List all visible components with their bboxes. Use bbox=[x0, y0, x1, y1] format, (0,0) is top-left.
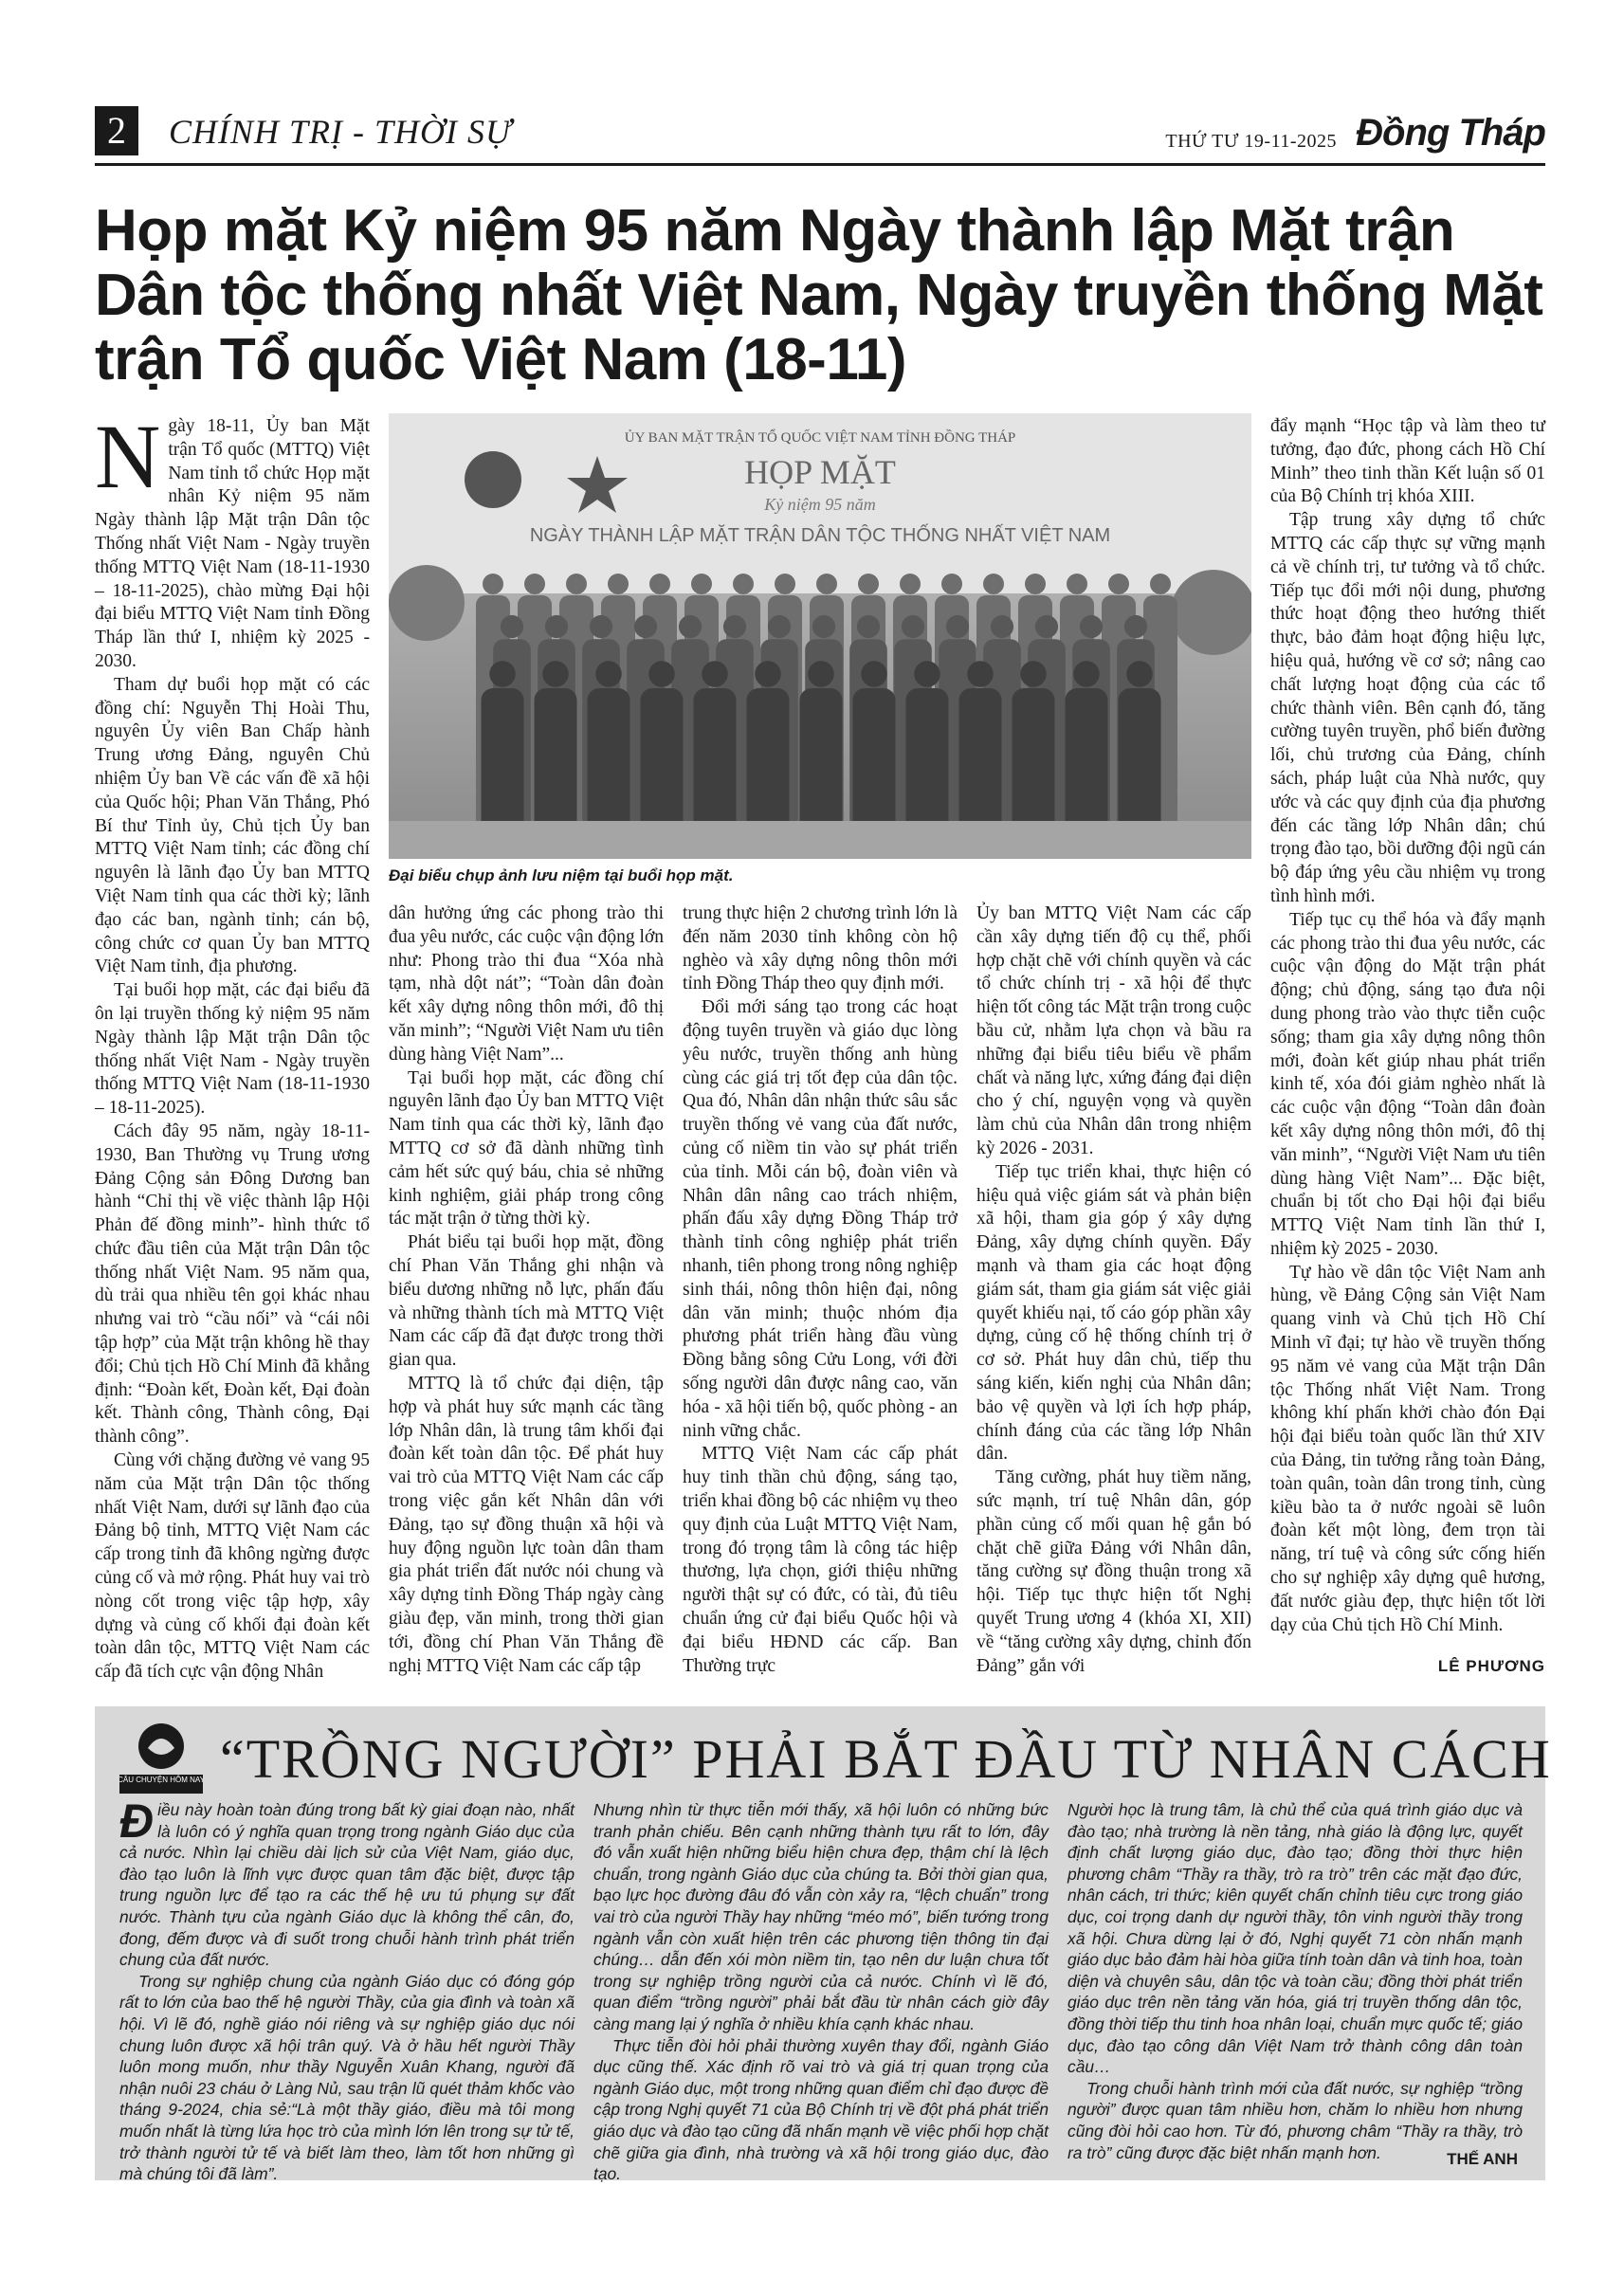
article-byline: LÊ PHƯƠNG bbox=[1437, 1657, 1545, 1675]
person-silhouette bbox=[489, 661, 516, 687]
person-silhouette bbox=[768, 615, 791, 638]
person-silhouette bbox=[590, 615, 612, 638]
feature-column-3 bbox=[1067, 1799, 1523, 2163]
article-paragraph: Tăng cường, phát huy tiềm năng, sức mạnh, trí tuệ Nhân dân, góp phần củng cố mối quan hệ gắn bó chặt chẽ giữa Đảng với Nhân dân, tăng cường sự đồng thuận trong xã hội. Tiếp tục thực hiện tốt Nghị quyết Trung ương 4 (khóa XI, XII) về “tăng cường xây dựng, chỉnh đốn Đảng” gắn với bbox=[976, 1467, 1251, 1676]
article-column-5 bbox=[1270, 415, 1545, 1637]
article-paragraph: dân hưởng ứng các phong trào thi đua yêu nước, các cuộc vận động lớn như: Phong trào thi đua “Xóa nhà tạm, nhà dột nát”; “Toàn dân đoàn kết xây dựng nông thôn mới, đô thị văn minh”; “Người Việt Nam ưu tiên dùng hàng Việt Nam”... bbox=[389, 903, 665, 1065]
person-silhouette bbox=[702, 661, 728, 687]
badge-label: CÂU CHUYỆN HÔM NAY bbox=[119, 1776, 203, 1784]
feature-paragraph: Người học là trung tâm, là chủ thể của quá trình giáo dục và đào tạo; nhà trường là nền tảng, nhà giáo là động lực, quyết định chất lượng giáo dục, đào tạo; đồng thời thực hiện phương châm “Thầy ra thầy, trò ra trò” trên các mặt đạo đức, nhân cách, tri thức; kiên quyết chấn chỉnh tiêu cực trong giáo dục, coi trọng danh dự người thầy, tôn vinh người thầy trong xã hội. Chưa dừng lại ở đó, Nghị quyết 71 còn nhấn mạnh giáo dục bảo đảm hài hòa giữa tính toàn dân và tinh hoa, toàn diện và chuyên sâu, dân tộc và toàn cầu; đồng thời phát triển giáo dục trên nền tảng văn hóa, giá trị truyền thống dân tộc, đồng thời tiếp thu tinh hoa nhân loại, chuẩn mực quốc tế; giáo dục, đào tạo công dân Việt Nam trở thành công dân toàn cầu… bbox=[1067, 1800, 1523, 2077]
person-silhouette bbox=[501, 615, 523, 638]
person-silhouette bbox=[861, 661, 887, 687]
person-silhouette bbox=[991, 615, 1013, 638]
article-paragraph: Cùng với chặng đường vẻ vang 95 năm của Mặt trận Dân tộc thống nhất Việt Nam, dưới sự lãnh đạo của Đảng bộ tỉnh, MTTQ Việt Nam các cấp trong tỉnh đã không ngừng được củng cố và mở rộng. Phát huy vai trò nòng cốt trong việc tập hợp, xây dựng và củng cố khối đại đoàn kết toàn dân tộc, MTTQ Việt Nam các cấp đã tích cực vận động Nhân bbox=[95, 1450, 370, 1683]
person-silhouette bbox=[1020, 661, 1047, 687]
person-silhouette bbox=[524, 574, 545, 594]
person-silhouette bbox=[967, 661, 994, 687]
article-paragraph: Cách đây 95 năm, ngày 18-11-1930, Ban Thường vụ Trung ương Đảng Cộng sản Đông Dương ban hành “Chỉ thị về việc thành lập Hội Phản đế đồng minh”- hình thức tổ chức đầu tiên của Mặt trận Dân tộc thống nhất Việt Nam. 95 năm qua, dù trải qua nhiều tên gọi khác nhau nhưng vai trò “cầu nối” và “cái nôi tập hợp” của Mặt trận không hề thay đổi; Chủ tịch Hồ Chí Minh đã khẳng định: “Đoàn kết, Đoàn kết, Đại đoàn kết. Thành công, Thành công, Đại thành công”. bbox=[95, 1121, 370, 1448]
article-paragraph: Ủy ban MTTQ Việt Nam các cấp cần xây dựng tiến độ cụ thể, phối hợp chặt chẽ với chính quyền và các tổ chức chính trị - xã hội để thực hiện tốt công tác Mặt trận trong cuộc bầu cử, nhằm lựa chọn và bầu ra những đại biểu tiêu biểu về phẩm chất và năng lực, xứng đáng đại diện cho ý chí, nguyện vọng và quyền làm chủ của Nhân dân trong nhiệm kỳ 2026 - 2031. bbox=[976, 903, 1251, 1158]
feature-column-2 bbox=[593, 1799, 1049, 2185]
group-photo-illustration bbox=[389, 413, 1251, 859]
person-silhouette bbox=[755, 661, 781, 687]
person-silhouette bbox=[808, 661, 834, 687]
person-silhouette bbox=[1035, 615, 1058, 638]
person-silhouette bbox=[1150, 574, 1171, 594]
person-silhouette bbox=[723, 615, 746, 638]
feature-paragraph: Trong sự nghiệp chung của ngành Giáo dục có đóng góp rất to lớn của bao thế hệ người Thầy, của gia đình và toàn xã hội. Vì lẽ đó, nghề giáo nói riêng và sự nghiệp giáo dục nói chung luôn được xã hội trân quý. Và ở hầu hết người Thầy luôn mong muốn, như thầy Nguyễn Xuân Khang, người đã nhận nuôi 23 cháu ở Làng Nủ, sau trận lũ quét thảm khốc vào tháng 9-2024, chia sẻ:“Là một thầy giáo, điều mà tôi mong muốn nhất là từng lứa học trò của mình lớn lên trong sự tử tế, trở thành người tử tế và biết làm theo, làm tốt hơn những gì mà chúng tôi đã làm”. bbox=[119, 1971, 575, 2184]
article-paragraph: MTTQ Việt Nam các cấp phát huy tinh thần chủ động, sáng tạo, triển khai đồng bộ các nhiệm vụ theo quy định của Luật MTTQ Việt Nam, trong đó trọng tâm là công tác hiệp thương, lựa chọn, giới thiệu những người thật sự có đức, có tài, đủ tiêu chuẩn ứng cử đại biểu Quốc hội và đại biểu HĐND các cấp. Ban Thường trực bbox=[683, 1444, 958, 1676]
person-silhouette bbox=[857, 615, 880, 638]
drop-cap: N bbox=[95, 406, 161, 507]
feature-byline: THẾ ANH bbox=[1447, 2150, 1518, 2168]
article-paragraph: trung thực hiện 2 chương trình lớn là đến năm 2030 tỉnh không còn hộ nghèo và xây dựng nông thôn mới tỉnh Đồng Tháp theo quy định mới. bbox=[683, 903, 958, 994]
banner-top-text: ỦY BAN MẶT TRẬN TỔ QUỐC VIỆT NAM TỈNH ĐỒNG THÁP bbox=[624, 430, 1016, 446]
person-silhouette bbox=[542, 661, 569, 687]
article-paragraph: Tại buổi họp mặt, các đại biểu đã ôn lại truyền thống kỷ niệm 95 năm Ngày thành lập Mặt trận Dân tộc thống nhất Việt Nam - Ngày truyền thống MTTQ Việt Nam (18-11-1930 – 18-11-2025). bbox=[95, 980, 370, 1119]
article-paragraph: Tham dự buổi họp mặt có các đồng chí: Nguyễn Thị Hoài Thu, nguyên Ủy viên Ban Chấp hành Trung ương Đảng, nguyên Chủ nhiệm Ủy ban Về các vấn đề xã hội của Quốc hội; Phan Văn Thắng, Phó Bí thư Tỉnh ủy, Chủ tịch Ủy ban MTTQ Việt Nam tỉnh; các đồng chí nguyên là lãnh đạo Ủy ban MTTQ Việt Nam tỉnh qua các thời kỳ; lãnh đạo các ban, ngành tỉnh; cán bộ, công chức cơ quan Ủy ban MTTQ Việt Nam tỉnh, địa phương. bbox=[95, 674, 370, 977]
page-header bbox=[95, 106, 1545, 159]
person-silhouette bbox=[545, 615, 568, 638]
person-silhouette bbox=[648, 661, 675, 687]
person-silhouette bbox=[691, 574, 712, 594]
person-silhouette bbox=[858, 574, 879, 594]
person-silhouette bbox=[608, 574, 629, 594]
person-silhouette bbox=[775, 574, 795, 594]
article-paragraph: Tự hào về dân tộc Việt Nam anh hùng, về Đảng Cộng sản Việt Nam quang vinh và Chủ tịch Hồ Chí Minh vĩ đại; tự hào về truyền thống 95 năm vẻ vang của Mặt trận Dân tộc Thống nhất Việt Nam. Trong không khí phấn khởi chào đón Đại hội đại biểu toàn quốc lần thứ XIV của Đảng, tin tưởng rằng toàn Đảng, toàn quân, toàn dân trong tỉnh, cùng kiều bào ta ở nước ngoài sẽ luôn đoàn kết một lòng, đem trọn tài năng, trí tuệ và công sức cống hiến cho sự nghiệp xây dựng quê hương, đất nước giàu đẹp, thực hiện tốt lời dạy của Chủ tịch Hồ Chí Minh. bbox=[1270, 1262, 1545, 1635]
feature-paragraph: Trong chuỗi hành trình mới của đất nước, sự nghiệp “trồng người” được quan tâm nhiều hơn, chăm lo nhiều hơn nhưng cũng đòi hỏi cao hơn. Từ đó, phương châm “Thầy ra thầy, trò ra trò” cũng được đặc biệt nhấn mạnh hơn. bbox=[1067, 2078, 1523, 2162]
hammer-sickle-emblem bbox=[465, 451, 521, 508]
banner-sub-text: Kỷ niệm 95 năm bbox=[764, 495, 876, 514]
article-column-2 bbox=[389, 902, 664, 1678]
article-paragraph: Tiếp tục cụ thể hóa và đẩy mạnh các phong trào thi đua yêu nước, các cuộc vận động do Mặt trận phát động; chủ động, sáng tạo đưa nội dung phong trào vào thực tiễn cuộc sống; tham gia xây dựng nông thôn mới, đoàn kết giúp nhau phát triển kinh tế, xóa đói giảm nghèo nhất là các cuộc vận động “Toàn dân đoàn kết xây dựng nông thôn mới, đô thị văn minh”, “Người Việt Nam ưu tiên dùng hàng Việt Nam”... Đặc biệt, chuẩn bị tốt cho Đại hội đại biểu MTTQ Việt Nam tỉnh lần thứ I, nhiệm kỳ 2025 - 2030. bbox=[1270, 909, 1545, 1259]
person-silhouette bbox=[1126, 661, 1153, 687]
article-column-3 bbox=[683, 902, 958, 1678]
banner-line-text: NGÀY THÀNH LẬP MẶT TRẬN DÂN TỘC THỐNG NHẤT VIỆT NAM bbox=[529, 525, 1111, 546]
person-silhouette bbox=[1080, 615, 1103, 638]
person-silhouette bbox=[946, 615, 969, 638]
person-silhouette bbox=[1108, 574, 1129, 594]
person-silhouette bbox=[634, 615, 657, 638]
newspaper-logo: Đồng Tháp bbox=[1356, 112, 1545, 154]
header-divider bbox=[95, 163, 1545, 166]
person-silhouette bbox=[733, 574, 754, 594]
person-silhouette bbox=[679, 615, 702, 638]
person-silhouette bbox=[1124, 615, 1147, 638]
article-paragraph: MTTQ là tổ chức đại diện, tập hợp và phát huy sức mạnh các tầng lớp Nhân dân, là trung tâm khối đại đoàn kết toàn dân tộc. Để phát huy vai trò của MTTQ Việt Nam các cấp trong việc gắn kết Nhân dân với Đảng, tạo sự đồng thuận xã hội và huy động nguồn lực toàn dân tham gia phát triển đất nước nói chung và xây dựng tỉnh Đồng Tháp ngày càng giàu đẹp, văn minh, trong thời gian tới, đồng chí Phan Văn Thắng đề nghị MTTQ Việt Nam các cấp tập bbox=[389, 1373, 664, 1676]
person-silhouette bbox=[1073, 661, 1100, 687]
article-paragraph: Tập trung xây dựng tổ chức MTTQ các cấp thực sự vững mạnh cả về chính trị, tư tưởng và tổ chức. Tiếp tục đổi mới nội dung, phương thức hoạt động theo hướng thiết thực, bảo đảm hoạt động hiệu lực, hiệu quả, hướng về cơ sở; nâng cao chất lượng hoạt động của các tổ chức thành viên. Bên cạnh đó, tăng cường tuyên truyền, phổ biến đường lối, chủ trương của Đảng, chính sách, pháp luật của Nhà nước, quy ước và các quy định của địa phương đến các tầng lớp Nhân dân; chú trọng đào tạo, bồi dưỡng đội ngũ cán bộ đáp ứng yêu cầu nhiệm vụ trong tình hình mới. bbox=[1270, 510, 1545, 906]
person-silhouette bbox=[914, 661, 940, 687]
person-silhouette bbox=[900, 574, 921, 594]
person-silhouette bbox=[483, 574, 503, 594]
article-paragraph: Ngày 18-11, Ủy ban Mặt trận Tổ quốc (MTTQ) Việt Nam tỉnh tổ chức Họp mặt nhân Kỷ niệm 95 năm Ngày thành lập Mặt trận Dân tộc Thống nhất Việt Nam - Ngày truyền thống MTTQ Việt Nam (18-11-1930 – 18-11-2025), chào mừng Đại hội đại biểu MTTQ Việt Nam tỉnh Đồng Tháp lần thứ I, nhiệm kỳ 2025 - 2030. bbox=[95, 406, 370, 671]
article-headline: Họp mặt Kỷ niệm 95 năm Ngày thành lập Mặt trận Dân tộc thống nhất Việt Nam, Ngày truyền thống Mặt trận Tổ quốc Việt Nam (18-11) bbox=[95, 198, 1543, 392]
banner-main-text: HỌP MẶT bbox=[744, 453, 896, 491]
article-paragraph: đẩy mạnh “Học tập và làm theo tư tưởng, đạo đức, phong cách Hồ Chí Minh” theo tinh thần Kết luận số 01 của Bộ Chính trị khóa XIII. bbox=[1270, 416, 1545, 507]
section-title: CHÍNH TRỊ - THỜI SỰ bbox=[169, 113, 513, 151]
page-number: 2 bbox=[95, 106, 138, 155]
feature-paragraph: Nhưng nhìn từ thực tiễn mới thấy, xã hội luôn có những bức tranh phản chiếu. Bên cạnh những thành tựu rất to lớn, đây đó vẫn xuất hiện những biểu hiện chưa đẹp, thậm chí là lệch chuẩn, trong ngành Giáo dục của chúng ta. Bởi thời gian qua, bạo lực học đường đâu đó vẫn còn xảy ra, “lệch chuẩn” trong vai trò của người Thầy hay những “méo mó”, biến tướng trong ngành vẫn còn xuất hiện trên các phương tiện thông tin đại chúng… dẫn đến xói mòn niềm tin, tạo nên dư luận chưa tốt trong sự nghiệp trồng người của cả nước. Chính vì lẽ đó, quan điểm “trồng người” phải bắt đầu từ nhân cách giờ đây càng mang lại ý nghĩa ở nhiều khía cạnh khác nhau. bbox=[593, 1800, 1049, 2033]
person-silhouette bbox=[1025, 574, 1046, 594]
group-photo bbox=[389, 413, 1251, 859]
story-badge-icon bbox=[119, 1720, 203, 1794]
article-paragraph: Phát biểu tại buổi họp mặt, đồng chí Phan Văn Thắng ghi nhận và biểu dương những nỗ lực, phấn đấu và những thành tích mà MTTQ Việt Nam các cấp đã đạt được trong thời gian qua. bbox=[389, 1232, 664, 1371]
feature-title: “TRỒNG NGƯỜI” PHẢI BẮT ĐẦU TỪ NHÂN CÁCH bbox=[220, 1728, 1552, 1790]
person-silhouette bbox=[983, 574, 1004, 594]
article-column-4 bbox=[976, 902, 1251, 1678]
article-paragraph: Tiếp tục triển khai, thực hiện có hiệu quả việc giám sát và phản biện xã hội, tham gia góp ý xây dựng Đảng, xây dựng chính quyền. Đẩy mạnh và tham gia các hoạt động giám sát, tham gia giám sát việc giải quyết khiếu nại, tố cáo góp phần xây dựng, củng cố hệ thống chính trị ở cơ sở. Phát huy dân chủ, tiếp thu sáng kiến, kiến nghị của Nhân dân; bảo vệ quyền và lợi ích hợp pháp, chính đáng của các tầng lớp Nhân dân. bbox=[976, 1161, 1251, 1465]
feature-drop-cap: Đ bbox=[119, 1795, 155, 1848]
person-silhouette bbox=[649, 574, 670, 594]
person-silhouette bbox=[941, 574, 962, 594]
article-paragraph: Đổi mới sáng tạo trong các hoạt động tuyên truyền và giáo dục lòng yêu nước, truyền thống anh hùng cùng các giá trị tốt đẹp của dân tộc. Qua đó, Nhân dân nhận thức sâu sắc truyền thống vẻ vang của đất nước, củng cố niềm tin vào sự phát triển của tỉnh. Mỗi cán bộ, đoàn viên và Nhân dân nâng cao trách nhiệm, phấn đấu xây dựng Đồng Tháp trở thành tỉnh công nghiệp phát triển nhanh, tiên phong trong nông nghiệp sinh thái, nông thôn hiện đại, nông dân văn minh; thuộc nhóm địa phương phát triển hàng đầu vùng Đồng bằng sông Cửu Long, với đời sống người dân được nâng cao, văn hóa - xã hội tiến bộ, quốc phòng - an ninh vững chắc. bbox=[683, 997, 958, 1441]
person-silhouette bbox=[595, 661, 622, 687]
feature-paragraph: Thực tiễn đòi hỏi phải thường xuyên thay đổi, ngành Giáo dục cũng thế. Xác định rõ vai trò và giá trị quan trọng của ngành Giáo dục, một trong những quan điểm chỉ đạo được đề cập trong Nghị quyết 71 của Bộ Chính trị về đột phá phát triển giáo dục và đào tạo cũng đã nhấn mạnh về việc phối hợp chặt chẽ giữa gia đình, nhà trường và xã hội trong giáo dục, đào tạo. bbox=[593, 2035, 1049, 2184]
person-silhouette bbox=[816, 574, 837, 594]
person-silhouette bbox=[812, 615, 835, 638]
feature-paragraph: Điều này hoàn toàn đúng trong bất kỳ giai đoạn nào, nhất là luôn có ý nghĩa quan trọng trong ngành Giáo dục của cả nước. Nhìn lại chiều dài lịch sử của Việt Nam, giáo dục, đào tạo luôn là lĩnh vực được quan tâm đặc biệt, được tập trung nguồn lực để tạo ra các thế hệ ưu tú phụng sự đất nước. Thành tựu của ngành Giáo dục là không thể cân, đo, đong, đếm được và đi suốt trong chuỗi hành trình phát triển chung của đất nước. bbox=[119, 1795, 575, 1970]
issue-date: THỨ TƯ 19-11-2025 bbox=[1165, 131, 1337, 152]
feature-column-1 bbox=[119, 1795, 575, 2185]
person-silhouette bbox=[566, 574, 587, 594]
article-column-1 bbox=[95, 406, 370, 1685]
photo-caption: Đại biểu chụp ảnh lưu niệm tại buổi họp mặt. bbox=[389, 866, 734, 884]
article-paragraph: Tại buổi họp mặt, các đồng chí nguyên lãnh đạo Ủy ban MTTQ Việt Nam tỉnh qua các thời kỳ, lãnh đạo MTTQ cơ sở đã dành những tình cảm hết sức quý báu, chia sẻ những kinh nghiệm, giải pháp trong công tác mặt trận ở từng thời kỳ. bbox=[389, 1067, 664, 1230]
person-silhouette bbox=[902, 615, 924, 638]
person-silhouette bbox=[1067, 574, 1087, 594]
